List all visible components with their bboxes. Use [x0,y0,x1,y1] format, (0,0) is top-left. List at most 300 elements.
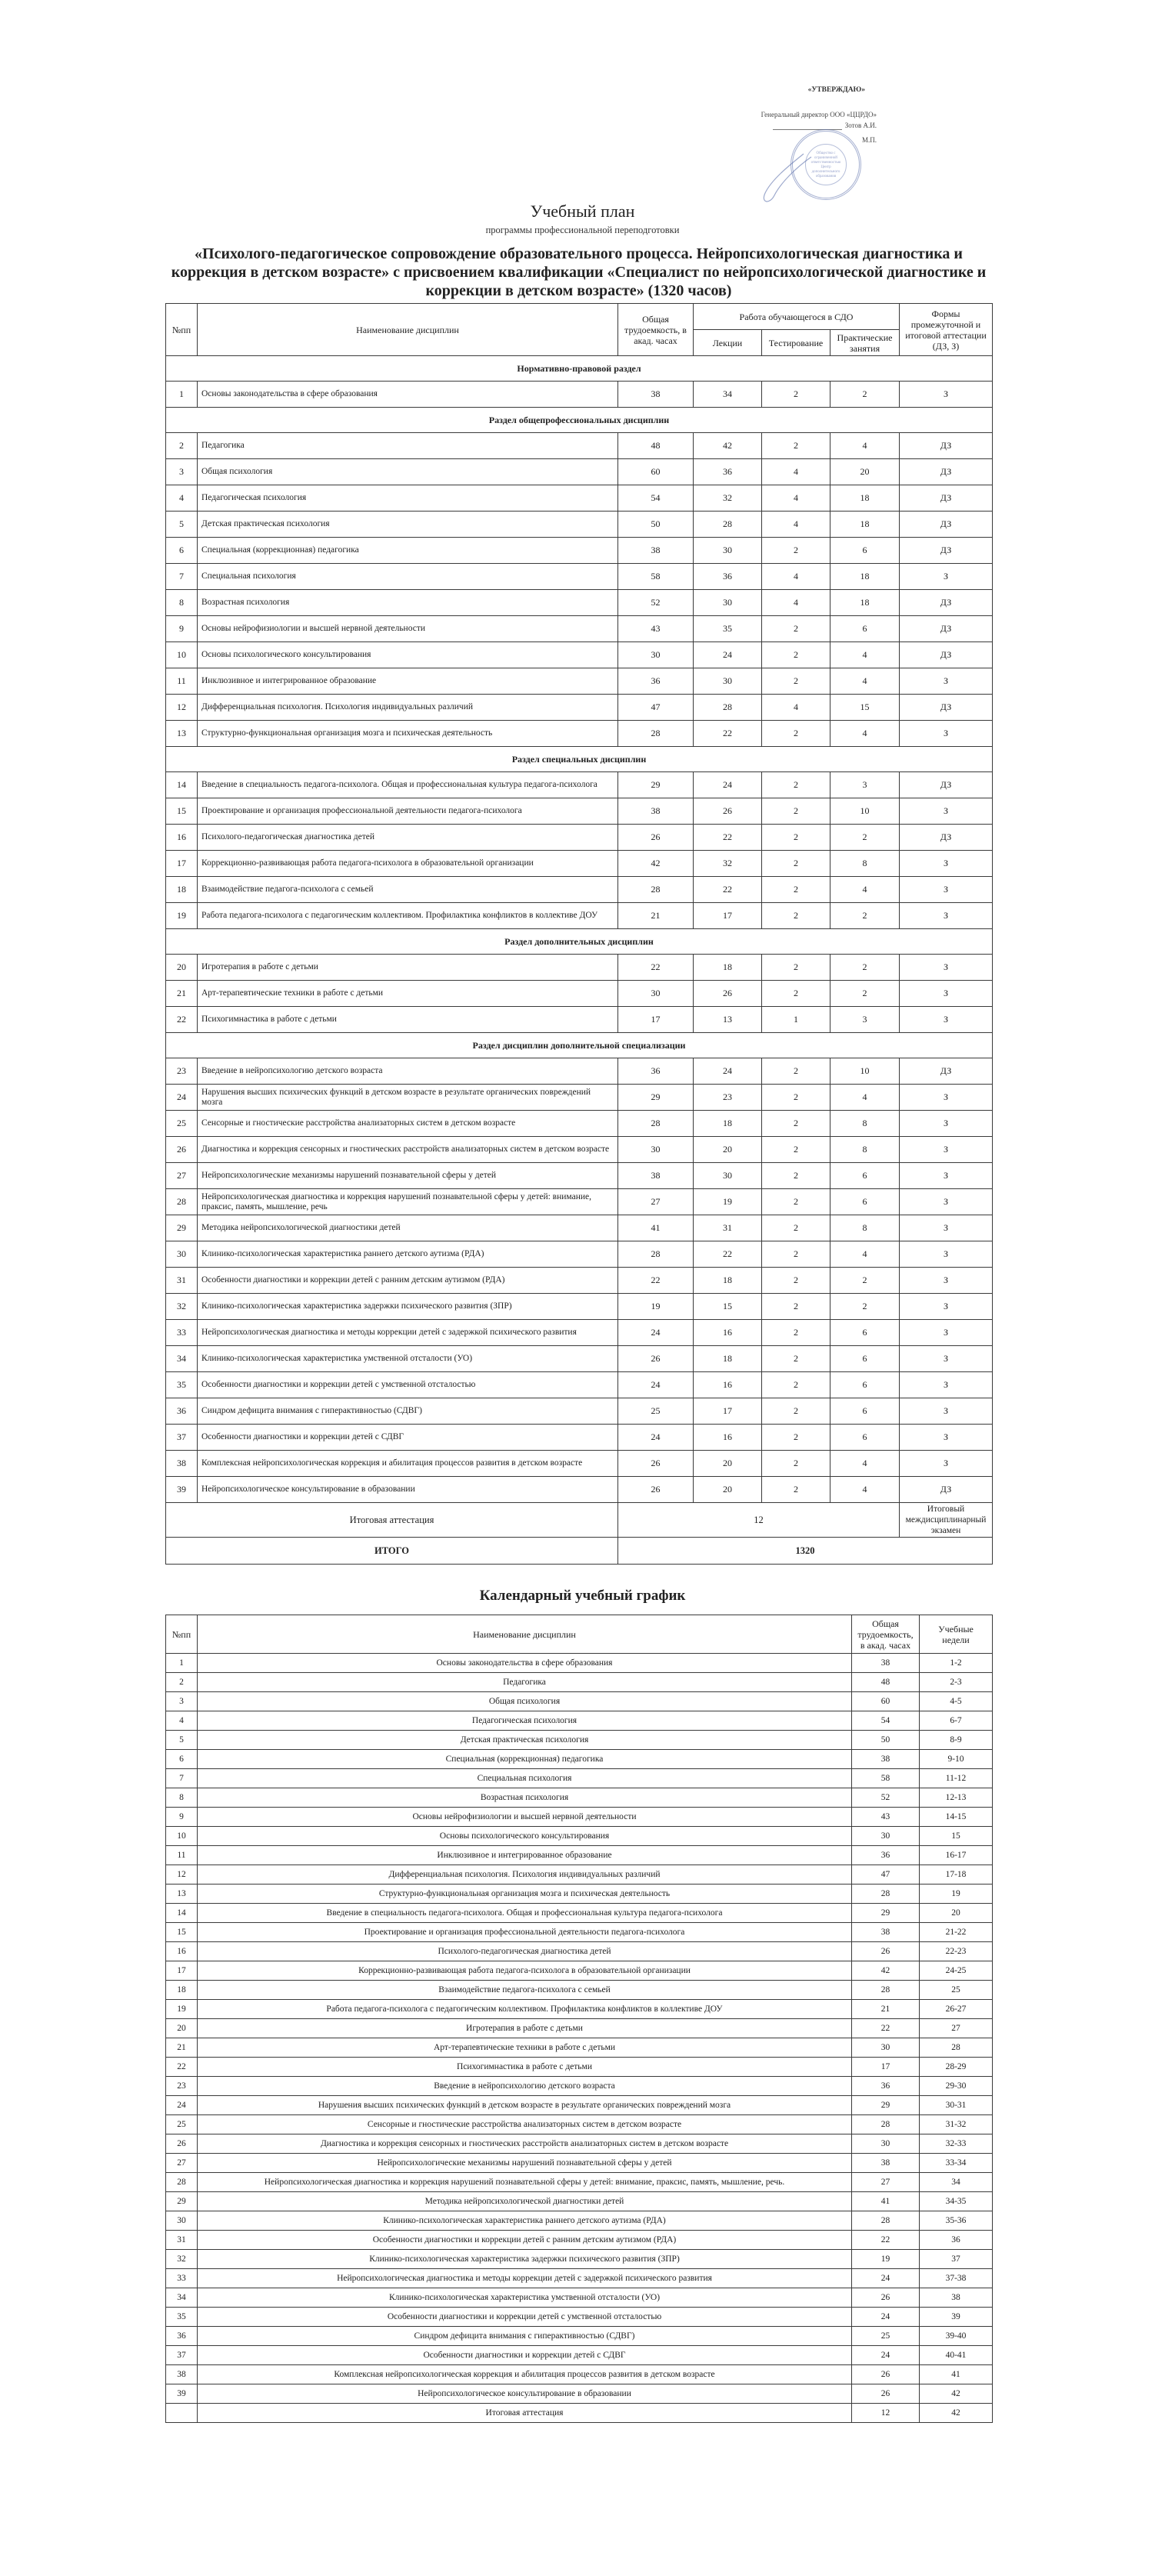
calendar-row [166,1750,993,1769]
table-row [166,1477,993,1503]
curriculum-table [165,303,993,1565]
row-number: 13 [166,1885,198,1904]
section-title: Раздел дополнительных дисциплин [166,929,993,955]
assessment-form: З [900,1398,993,1425]
discipline-name: Дифференциальная психология. Психология индивидуальных различий [198,1865,852,1885]
calendar-row [166,2154,993,2173]
table-row [166,1451,993,1477]
seal-place-label: М.П. [861,136,877,145]
table-row [166,1241,993,1268]
assessment-form: З [900,1268,993,1294]
table-row [166,877,993,903]
lecture-hours: 28 [694,695,762,721]
total-hours: 22 [852,2231,920,2250]
discipline-name: Педагогическая психология [198,485,618,512]
lecture-hours: 13 [694,1007,762,1033]
row-number: 22 [166,2058,198,2077]
study-weeks: 28 [920,2038,993,2058]
lecture-hours: 30 [694,538,762,564]
table-row [166,903,993,929]
practice-hours: 6 [830,1372,900,1398]
testing-hours: 2 [762,382,830,408]
row-number: 4 [166,485,198,512]
table-row [166,1007,993,1033]
col-header-practice: Практические занятия [830,330,900,356]
discipline-name: Сенсорные и гностические расстройства анализаторных систем в детском возрасте [198,2115,852,2134]
total-hours: 26 [852,2288,920,2308]
practice-hours: 6 [830,1189,900,1215]
col-header-lectures: Лекции [694,330,762,356]
total-hours: 25 [852,2327,920,2346]
table-row [166,695,993,721]
calendar-row [166,1885,993,1904]
assessment-form: З [900,1241,993,1268]
table-row [166,1372,993,1398]
total-hours: 22 [852,2019,920,2038]
study-weeks: 8-9 [920,1731,993,1750]
row-number: 24 [166,1085,198,1111]
total-hours: 26 [618,825,694,851]
total-hours: 38 [618,538,694,564]
total-hours: 29 [618,1085,694,1111]
calendar-row [166,2269,993,2288]
assessment-form: З [900,1215,993,1241]
assessment-form: З [900,798,993,825]
table-row [166,382,993,408]
discipline-name: Клинико-психологическая характеристика задержки психического развития (ЗПР) [198,1294,618,1320]
total-label: ИТОГО [166,1538,618,1565]
discipline-name: Детская практическая психология [198,1731,852,1750]
discipline-name: Клинико-психологическая характеристика раннего детского аутизма (РДА) [198,1241,618,1268]
lecture-hours: 19 [694,1189,762,1215]
assessment-form: З [900,903,993,929]
study-weeks: 12-13 [920,1788,993,1808]
section-row [166,356,993,382]
lecture-hours: 18 [694,1111,762,1137]
discipline-name: Особенности диагностики и коррекции детей с ранним детским аутизмом (РДА) [198,2231,852,2250]
row-number: 16 [166,825,198,851]
table-row [166,459,993,485]
total-hours: 54 [852,1711,920,1731]
discipline-name: Клинико-психологическая характеристика раннего детского аутизма (РДА) [198,2211,852,2231]
curriculum-body [166,356,993,1565]
col-header-name: Наименование дисциплин [198,304,618,356]
total-hours: 50 [852,1731,920,1750]
total-hours: 47 [618,695,694,721]
practice-hours: 4 [830,1477,900,1503]
discipline-name: Клинико-психологическая характеристика умственной отсталости (УО) [198,2288,852,2308]
total-hours: 17 [852,2058,920,2077]
testing-hours: 2 [762,1425,830,1451]
total-hours: 24 [852,2269,920,2288]
row-number: 31 [166,1268,198,1294]
testing-hours: 2 [762,903,830,929]
total-hours: 22 [618,1268,694,1294]
row-number: 20 [166,955,198,981]
total-hours: 21 [618,903,694,929]
row-number: 18 [166,877,198,903]
study-weeks: 16-17 [920,1846,993,1865]
testing-hours: 4 [762,459,830,485]
testing-hours: 2 [762,1058,830,1085]
table-row [166,851,993,877]
study-weeks: 24-25 [920,1961,993,1981]
section-title: Нормативно-правовой раздел [166,356,993,382]
row-number: 27 [166,2154,198,2173]
row-number [166,2404,198,2423]
total-hours: 29 [618,772,694,798]
calendar-title: Календарный учебный график [479,1588,686,1604]
total-hours: 1320 [618,1538,993,1565]
assessment-form: ДЗ [900,825,993,851]
practice-hours: 6 [830,616,900,642]
assessment-form: ДЗ [900,642,993,668]
discipline-name: Основы психологического консультирования [198,1827,852,1846]
row-number: 4 [166,1711,198,1731]
table-row [166,772,993,798]
testing-hours: 2 [762,851,830,877]
discipline-name: Особенности диагностики и коррекции детей с умственной отсталостью [198,2308,852,2327]
testing-hours: 2 [762,772,830,798]
assessment-form: ДЗ [900,433,993,459]
total-hours: 43 [618,616,694,642]
practice-hours: 4 [830,642,900,668]
testing-hours: 2 [762,1111,830,1137]
discipline-name: Основы психологического консультирования [198,642,618,668]
discipline-name: Нейропсихологические механизмы нарушений познавательной сферы у детей [198,1163,618,1189]
lecture-hours: 24 [694,772,762,798]
study-weeks: 39-40 [920,2327,993,2346]
lecture-hours: 35 [694,616,762,642]
discipline-name: Методика нейропсихологической диагностики детей [198,1215,618,1241]
study-weeks: 39 [920,2308,993,2327]
total-hours: 43 [852,1808,920,1827]
lecture-hours: 23 [694,1085,762,1111]
assessment-form: З [900,1425,993,1451]
col-header-forms: Формы промежуточной и итоговой аттестации (ДЗ, З) [900,304,993,356]
discipline-name: Возрастная психология [198,590,618,616]
calendar-row [166,2308,993,2327]
row-number: 38 [166,1451,198,1477]
total-hours: 24 [852,2346,920,2365]
total-hours: 29 [852,2096,920,2115]
lecture-hours: 30 [694,668,762,695]
calendar-row [166,2211,993,2231]
total-hours: 54 [618,485,694,512]
calendar-row [166,1654,993,1673]
row-number: 30 [166,1241,198,1268]
discipline-name: Психолого-педагогическая диагностика детей [198,825,618,851]
total-hours: 30 [852,2134,920,2154]
row-number: 3 [166,1692,198,1711]
assessment-form: З [900,1320,993,1346]
discipline-name: Нарушения высших психических функций в детском возрасте в результате органических повреждений мозга [198,2096,852,2115]
discipline-name: Основы законодательства в сфере образования [198,1654,852,1673]
calendar-row [166,1731,993,1750]
table-row [166,1398,993,1425]
table-row [166,512,993,538]
row-number: 39 [166,1477,198,1503]
discipline-name: Особенности диагностики и коррекции детей с ранним детским аутизмом (РДА) [198,1268,618,1294]
discipline-name: Структурно-функциональная организация мозга и психическая деятельность [198,1885,852,1904]
lecture-hours: 18 [694,955,762,981]
discipline-name: Общая психология [198,1692,852,1711]
row-number: 14 [166,1904,198,1923]
signature-icon [757,151,827,205]
discipline-name: Синдром дефицита внимания с гиперактивностью (СДВГ) [198,1398,618,1425]
lecture-hours: 31 [694,1215,762,1241]
row-number: 37 [166,2346,198,2365]
lecture-hours: 24 [694,642,762,668]
study-weeks: 22-23 [920,1942,993,1961]
testing-hours: 2 [762,642,830,668]
row-number: 36 [166,1398,198,1425]
discipline-name: Психолого-педагогическая диагностика детей [198,1942,852,1961]
assessment-form: ДЗ [900,772,993,798]
calendar-row [166,2096,993,2115]
discipline-name: Итоговая аттестация [198,2404,852,2423]
practice-hours: 4 [830,721,900,747]
row-number: 26 [166,1137,198,1163]
row-number: 18 [166,1981,198,2000]
total-hours: 30 [852,1827,920,1846]
testing-hours: 2 [762,538,830,564]
discipline-name: Игротерапия в работе с детьми [198,955,618,981]
section-title: Раздел общепрофессиональных дисциплин [166,408,993,433]
section-row [166,747,993,772]
practice-hours: 4 [830,668,900,695]
stamp-text: Общество с ограниченной ответственностью Центр дополнительного образования [811,152,841,178]
practice-hours: 18 [830,512,900,538]
total-hours: 27 [618,1189,694,1215]
discipline-name: Структурно-функциональная организация мозга и психическая деятельность [198,721,618,747]
practice-hours: 8 [830,1137,900,1163]
assessment-form: ДЗ [900,538,993,564]
row-number: 27 [166,1163,198,1189]
practice-hours: 6 [830,1398,900,1425]
total-hours: 41 [618,1215,694,1241]
study-weeks: 34-35 [920,2192,993,2211]
cal-col-header-weeks: Учебные недели [920,1615,993,1654]
assessment-form: З [900,955,993,981]
assessment-form: З [900,1137,993,1163]
row-number: 15 [166,1923,198,1942]
row-number: 35 [166,2308,198,2327]
testing-hours: 2 [762,1215,830,1241]
table-row [166,825,993,851]
assessment-form: ДЗ [900,590,993,616]
total-hours: 28 [852,2211,920,2231]
study-weeks: 34 [920,2173,993,2192]
practice-hours: 6 [830,1163,900,1189]
table-row [166,1294,993,1320]
row-number: 32 [166,1294,198,1320]
row-number: 12 [166,1865,198,1885]
study-weeks: 37-38 [920,2269,993,2288]
col-header-testing: Тестирование [762,330,830,356]
practice-hours: 2 [830,825,900,851]
study-weeks: 36 [920,2231,993,2250]
practice-hours: 2 [830,1268,900,1294]
row-number: 36 [166,2327,198,2346]
table-row [166,798,993,825]
discipline-name: Педагогическая психология [198,1711,852,1731]
row-number: 32 [166,2250,198,2269]
testing-hours: 4 [762,590,830,616]
row-number: 12 [166,695,198,721]
study-weeks: 1-2 [920,1654,993,1673]
total-hours: 42 [852,1961,920,1981]
practice-hours: 4 [830,1085,900,1111]
row-number: 2 [166,433,198,459]
table-row [166,1215,993,1241]
total-hours: 60 [852,1692,920,1711]
discipline-name: Особенности диагностики и коррекции детей с умственной отсталостью [198,1372,618,1398]
row-number: 10 [166,1827,198,1846]
section-row [166,1033,993,1058]
total-hours: 58 [852,1769,920,1788]
row-number: 34 [166,1346,198,1372]
total-hours: 36 [852,1846,920,1865]
total-hours: 36 [618,668,694,695]
practice-hours: 2 [830,955,900,981]
lecture-hours: 16 [694,1372,762,1398]
total-hours: 30 [618,1137,694,1163]
row-number: 16 [166,1942,198,1961]
total-row [166,1538,993,1565]
discipline-name: Коррекционно-развивающая работа педагога-психолога в образовательной организации [198,851,618,877]
total-hours: 47 [852,1865,920,1885]
testing-hours: 2 [762,1163,830,1189]
discipline-name: Общая психология [198,459,618,485]
practice-hours: 8 [830,1215,900,1241]
final-attestation-label: Итоговая аттестация [166,1503,618,1538]
study-weeks: 15 [920,1827,993,1846]
total-hours: 60 [618,459,694,485]
row-number: 30 [166,2211,198,2231]
row-number: 3 [166,459,198,485]
total-hours: 42 [618,851,694,877]
study-weeks: 14-15 [920,1808,993,1827]
row-number: 17 [166,1961,198,1981]
row-number: 37 [166,1425,198,1451]
row-number: 39 [166,2384,198,2404]
discipline-name: Клинико-психологическая характеристика задержки психического развития (ЗПР) [198,2250,852,2269]
row-number: 26 [166,2134,198,2154]
row-number: 17 [166,851,198,877]
testing-hours: 1 [762,1007,830,1033]
practice-hours: 4 [830,877,900,903]
table-row [166,564,993,590]
practice-hours: 10 [830,1058,900,1085]
calendar-row [166,2058,993,2077]
practice-hours: 20 [830,459,900,485]
discipline-name: Детская практическая психология [198,512,618,538]
signature-row [723,122,877,130]
table-row [166,1163,993,1189]
approval-block [723,86,877,145]
testing-hours: 2 [762,955,830,981]
assessment-form: З [900,1085,993,1111]
testing-hours: 4 [762,695,830,721]
discipline-name: Сенсорные и гностические расстройства анализаторных систем в детском возрасте [198,1111,618,1137]
lecture-hours: 20 [694,1451,762,1477]
cal-col-header-num: №пп [166,1615,198,1654]
final-attestation-hours: 12 [618,1503,900,1538]
assessment-form: З [900,1372,993,1398]
discipline-name: Психогимнастика в работе с детьми [198,1007,618,1033]
total-hours: 26 [618,1477,694,1503]
assessment-form: З [900,877,993,903]
lecture-hours: 24 [694,1058,762,1085]
total-hours: 24 [618,1425,694,1451]
program-title: «Психолого-педагогическое сопровождение образовательного процесса. Нейропсихологическая диагностика и коррекция в детском возрасте» с присвоением квалификации «Специалист по нейропсихологической диагностике и коррекции в детском возрасте» (1320 часов) [171,245,987,299]
document-subtitle: программы профессиональной переподготовки [485,225,680,235]
row-number: 6 [166,1750,198,1769]
testing-hours: 4 [762,564,830,590]
table-row [166,1268,993,1294]
calendar-row [166,1942,993,1961]
testing-hours: 2 [762,1268,830,1294]
discipline-name: Диагностика и коррекция сенсорных и гностических расстройств анализаторных систем в детском возрасте [198,1137,618,1163]
final-attestation-row [166,1503,993,1538]
lecture-hours: 34 [694,382,762,408]
row-number: 9 [166,1808,198,1827]
lecture-hours: 16 [694,1320,762,1346]
calendar-row [166,2231,993,2250]
row-number: 2 [166,1673,198,1692]
discipline-name: Коррекционно-развивающая работа педагога-психолога в образовательной организации [198,1961,852,1981]
total-hours: 58 [618,564,694,590]
calendar-row [166,1865,993,1885]
testing-hours: 2 [762,825,830,851]
total-hours: 17 [618,1007,694,1033]
discipline-name: Нейропсихологическое консультирование в образовании [198,1477,618,1503]
discipline-name: Нейропсихологическое консультирование в образовании [198,2384,852,2404]
section-row [166,408,993,433]
discipline-name: Проектирование и организация профессиональной деятельности педагога-психолога [198,798,618,825]
study-weeks: 27 [920,2019,993,2038]
practice-hours: 2 [830,903,900,929]
discipline-name: Психогимнастика в работе с детьми [198,2058,852,2077]
study-weeks: 28-29 [920,2058,993,2077]
assessment-form: З [900,1111,993,1137]
row-number: 25 [166,2115,198,2134]
total-hours: 38 [618,798,694,825]
table-row [166,1189,993,1215]
approver-name: Зотов А.И. [844,122,877,130]
assessment-form: З [900,1163,993,1189]
lecture-hours: 36 [694,459,762,485]
assessment-form: ДЗ [900,616,993,642]
calendar-row [166,1692,993,1711]
row-number: 14 [166,772,198,798]
total-hours: 28 [618,721,694,747]
discipline-name: Введение в нейропсихологию детского возраста [198,2077,852,2096]
calendar-row [166,1981,993,2000]
study-weeks: 26-27 [920,2000,993,2019]
discipline-name: Диагностика и коррекция сенсорных и гностических расстройств анализаторных систем в детском возрасте [198,2134,852,2154]
total-hours: 28 [618,1111,694,1137]
total-hours: 24 [618,1372,694,1398]
total-hours: 27 [852,2173,920,2192]
discipline-name: Специальная (коррекционная) педагогика [198,538,618,564]
assessment-form: ДЗ [900,1058,993,1085]
testing-hours: 2 [762,981,830,1007]
lecture-hours: 16 [694,1425,762,1451]
discipline-name: Взаимодействие педагога-психолога с семьей [198,1981,852,2000]
calendar-row [166,2134,993,2154]
